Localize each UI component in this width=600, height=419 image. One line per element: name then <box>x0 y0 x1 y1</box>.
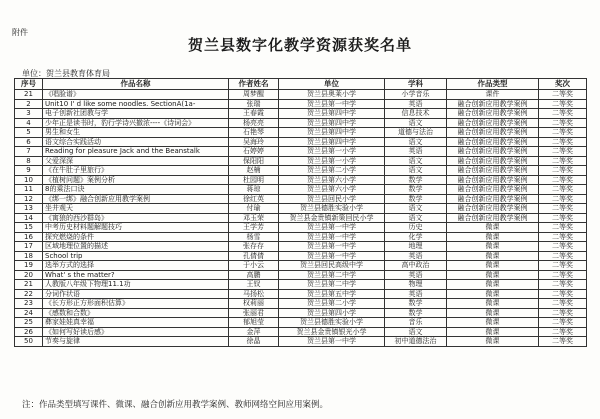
cell-subject: 英语 <box>385 289 447 299</box>
cell-unit: 贺兰县第四中学 <box>279 109 385 119</box>
cell-no: 17 <box>15 242 43 252</box>
cell-name: 8的乘法口诀 <box>43 185 229 195</box>
cell-unit: 贺兰县第一小学 <box>279 156 385 166</box>
table-row <box>15 308 587 318</box>
table-row <box>15 204 587 214</box>
cell-unit: 贺兰县第一中学 <box>279 99 385 109</box>
cell-subject: 数学 <box>385 185 447 195</box>
cell-type: 融合创新应用教学案例 <box>447 204 539 214</box>
cell-award: 二等奖 <box>539 318 587 328</box>
cell-type: 微课 <box>447 261 539 271</box>
cell-subject: 高中政治 <box>385 261 447 271</box>
page-title: 贺兰县数字化教学资源获奖名单 <box>187 36 412 54</box>
cell-name: 区域地理位置的描述 <box>43 242 229 252</box>
cell-award: 二等奖 <box>539 204 587 214</box>
cell-unit: 贺兰县第一中学 <box>279 251 385 261</box>
table-row <box>15 194 587 204</box>
cell-type: 课件 <box>447 90 539 100</box>
cell-award: 二等奖 <box>539 270 587 280</box>
cell-name: 《唱脸谱》 <box>43 90 229 100</box>
cell-award: 二等奖 <box>539 213 587 223</box>
cell-unit: 贺兰县第二小学 <box>279 299 385 309</box>
cell-award: 二等奖 <box>539 337 587 347</box>
cell-no: 7 <box>15 147 43 157</box>
cell-name: 《感数和合数》 <box>43 308 229 318</box>
cell-author: 付瑜 <box>229 204 279 214</box>
cell-name: 《长方形正方形面积估算》 <box>43 299 229 309</box>
cell-name: 少年正是读书时，豹行学诗兴撤浓----《诗词会》 <box>43 118 229 128</box>
cell-subject: 语文 <box>385 118 447 128</box>
cell-subject: 语文 <box>385 156 447 166</box>
cell-no: 11 <box>15 185 43 195</box>
table-row <box>15 147 587 157</box>
cell-award: 二等奖 <box>539 327 587 337</box>
cell-author: 周梦醒 <box>229 90 279 100</box>
table-row <box>15 156 587 166</box>
cell-unit: 贺兰县第五中学 <box>279 289 385 299</box>
table-row <box>15 223 587 233</box>
cell-name: 坐井观天 <box>43 204 229 214</box>
cell-award: 二等奖 <box>539 242 587 252</box>
cell-type: 微课 <box>447 299 539 309</box>
cell-name: 父爱深深 <box>43 156 229 166</box>
cell-award: 二等奖 <box>539 223 587 233</box>
cell-unit: 贺兰县第二小学 <box>279 166 385 176</box>
cell-name: 语文综合实践活动 <box>43 137 229 147</box>
cell-author: 石婷婷 <box>229 147 279 157</box>
cell-type: 微课 <box>447 318 539 328</box>
cell-name: 选举方式的选择 <box>43 261 229 271</box>
cell-award: 二等奖 <box>539 280 587 290</box>
cell-type: 微课 <box>447 270 539 280</box>
cell-type: 微课 <box>447 337 539 347</box>
cell-unit: 贺兰县第一中学 <box>279 337 385 347</box>
cell-author: 金萍 <box>229 327 279 337</box>
cell-no: 21 <box>15 280 43 290</box>
cell-award: 二等奖 <box>539 194 587 204</box>
cell-unit: 贺兰县第四小学 <box>279 308 385 318</box>
cell-award: 二等奖 <box>539 261 587 271</box>
table-row <box>15 175 587 185</box>
table-row <box>15 213 587 223</box>
cell-award: 二等奖 <box>539 175 587 185</box>
table-row <box>15 90 587 100</box>
cell-type: 微课 <box>447 223 539 233</box>
table-row <box>15 166 587 176</box>
cell-author: 王学芳 <box>229 223 279 233</box>
table-row <box>15 128 587 138</box>
cell-type: 融合创新应用教学案例 <box>447 128 539 138</box>
cell-unit: 贺兰县奥莱小学 <box>279 90 385 100</box>
cell-subject: 语文 <box>385 204 447 214</box>
table-row <box>15 232 587 242</box>
cell-no: 13 <box>15 204 43 214</box>
cell-unit: 贺兰县第四中学 <box>279 128 385 138</box>
cell-unit: 贺兰县第六小学 <box>279 175 385 185</box>
cell-author: 王春霞 <box>229 109 279 119</box>
cell-name: 探究燃烧的条件 <box>43 232 229 242</box>
cell-name: What' s the matter? <box>43 270 229 280</box>
header-name: 作品名称 <box>43 79 229 90</box>
cell-subject: 小学音乐 <box>385 90 447 100</box>
cell-author: 杨雪 <box>229 232 279 242</box>
cell-subject: 英语 <box>385 99 447 109</box>
cell-type: 融合创新应用教学案例 <box>447 118 539 128</box>
cell-name: 电子创新社团教与学 <box>43 109 229 119</box>
cell-author: 徐晶 <box>229 337 279 347</box>
cell-name: 《在牛肚子里旅行》 <box>43 166 229 176</box>
table-row <box>15 337 587 347</box>
cell-unit: 贺兰县第二中学 <box>279 270 385 280</box>
cell-subject: 英语 <box>385 147 447 157</box>
table-row <box>15 251 587 261</box>
header-no: 序号 <box>15 79 43 90</box>
cell-author: 于小云 <box>229 261 279 271</box>
award-table <box>14 78 587 347</box>
table-row <box>15 318 587 328</box>
table-header-row <box>15 79 587 90</box>
table-row <box>15 327 587 337</box>
cell-type: 融合创新应用教学案例 <box>447 185 539 195</box>
cell-no: 18 <box>15 251 43 261</box>
cell-author: 赵楠 <box>229 166 279 176</box>
cell-author: 马扬松 <box>229 289 279 299</box>
attachment-label: 附件 <box>12 28 28 37</box>
cell-name: Reading for pleasure Jack and the Beanstalk <box>43 147 229 157</box>
cell-author: 权莉丽 <box>229 299 279 309</box>
table-row <box>15 261 587 271</box>
cell-type: 融合创新应用教学案例 <box>447 137 539 147</box>
cell-award: 二等奖 <box>539 308 587 318</box>
header-unit: 单位 <box>279 79 385 90</box>
cell-author: 邓玉荣 <box>229 213 279 223</box>
cell-subject: 英语 <box>385 251 447 261</box>
cell-type: 融合创新应用教学案例 <box>447 213 539 223</box>
table-row <box>15 185 587 195</box>
cell-subject: 化学 <box>385 232 447 242</box>
cell-subject: 数学 <box>385 194 447 204</box>
cell-award: 二等奖 <box>539 299 587 309</box>
cell-award: 二等奖 <box>539 166 587 176</box>
cell-no: 15 <box>15 223 43 233</box>
cell-award: 二等奖 <box>539 99 587 109</box>
cell-author: 杨亮亮 <box>229 118 279 128</box>
cell-name: Unit10 I' d like some noodles. SectionA(1a- <box>43 99 229 109</box>
cell-name: 节奏与旋律 <box>43 337 229 347</box>
table-row <box>15 289 587 299</box>
header-award: 奖次 <box>539 79 587 90</box>
cell-unit: 贺兰县第四中学 <box>279 137 385 147</box>
cell-no: 26 <box>15 327 43 337</box>
cell-author: 孔倩倩 <box>229 251 279 261</box>
cell-subject: 数学 <box>385 175 447 185</box>
cell-author: 张存存 <box>229 242 279 252</box>
cell-no: 14 <box>15 213 43 223</box>
cell-type: 微课 <box>447 232 539 242</box>
header-subject: 学科 <box>385 79 447 90</box>
table-body <box>15 90 587 347</box>
cell-subject: 信息技术 <box>385 109 447 119</box>
table-row <box>15 118 587 128</box>
footnote: 注：作品类型填写课件、微课、融合创新应用教学案例、教师网络空间应用案例。 <box>22 400 329 410</box>
table-row <box>15 99 587 109</box>
cell-unit: 贺兰县第六小学 <box>279 185 385 195</box>
cell-award: 二等奖 <box>539 109 587 119</box>
cell-type: 微课 <box>447 251 539 261</box>
cell-no: 12 <box>15 194 43 204</box>
cell-no: 50 <box>15 337 43 347</box>
table-row <box>15 242 587 252</box>
cell-no: 2 <box>15 99 43 109</box>
table-row <box>15 270 587 280</box>
cell-no: 6 <box>15 137 43 147</box>
cell-author: 张丽君 <box>229 308 279 318</box>
cell-no: 20 <box>15 270 43 280</box>
cell-type: 融合创新应用教学案例 <box>447 109 539 119</box>
cell-unit: 贺兰县第一小学 <box>279 147 385 157</box>
cell-award: 二等奖 <box>539 251 587 261</box>
cell-name: 《寓狼的西沙群岛》 <box>43 213 229 223</box>
table-row <box>15 109 587 119</box>
cell-author: 蒋琼 <box>229 185 279 195</box>
cell-name: 分词作状语 <box>43 289 229 299</box>
cell-no: 10 <box>15 175 43 185</box>
cell-award: 二等奖 <box>539 156 587 166</box>
cell-no: 5 <box>15 128 43 138</box>
cell-author: 石艳琴 <box>229 128 279 138</box>
cell-author: 杜园明 <box>229 175 279 185</box>
cell-author: 吴海玲 <box>229 137 279 147</box>
cell-author: 徐红英 <box>229 194 279 204</box>
cell-no: 21 <box>15 90 43 100</box>
header-type: 作品类型 <box>447 79 539 90</box>
cell-award: 二等奖 <box>539 90 587 100</box>
cell-no: 3 <box>15 109 43 119</box>
cell-unit: 贺兰县金贵镇新策回民小学 <box>279 213 385 223</box>
cell-subject: 语文 <box>385 327 447 337</box>
cell-type: 微课 <box>447 289 539 299</box>
cell-subject: 语文 <box>385 166 447 176</box>
cell-unit: 贺兰县回民高级中学 <box>279 261 385 271</box>
cell-subject: 物理 <box>385 280 447 290</box>
cell-no: 4 <box>15 118 43 128</box>
cell-no: 19 <box>15 261 43 271</box>
cell-unit: 贺兰县第一中学 <box>279 242 385 252</box>
cell-unit: 贺兰县第四中学 <box>279 118 385 128</box>
cell-subject: 语文 <box>385 213 447 223</box>
cell-author: 保阳阳 <box>229 156 279 166</box>
cell-type: 融合创新应用教学案例 <box>447 175 539 185</box>
cell-subject: 数学 <box>385 299 447 309</box>
cell-subject: 语文 <box>385 137 447 147</box>
cell-type: 微课 <box>447 308 539 318</box>
cell-name: 彝家娃娃真幸福 <box>43 318 229 328</box>
cell-type: 融合创新应用教学案例 <box>447 156 539 166</box>
cell-award: 二等奖 <box>539 147 587 157</box>
cell-type: 微课 <box>447 327 539 337</box>
cell-subject: 初中道德法治 <box>385 337 447 347</box>
cell-unit: 贺兰县回民小学 <box>279 194 385 204</box>
table-row <box>15 137 587 147</box>
cell-type: 融合创新应用教学案例 <box>447 194 539 204</box>
cell-name: 男生和女生 <box>43 128 229 138</box>
unit-line: 单位：贺兰县教育体育局 <box>22 69 110 78</box>
table-row <box>15 299 587 309</box>
cell-award: 二等奖 <box>539 289 587 299</box>
cell-no: 23 <box>15 299 43 309</box>
cell-award: 二等奖 <box>539 137 587 147</box>
cell-name: 《植树问题》案例分析 <box>43 175 229 185</box>
table-row <box>15 280 587 290</box>
cell-type: 融合创新应用教学案例 <box>447 99 539 109</box>
cell-award: 二等奖 <box>539 128 587 138</box>
cell-author: 高鹏 <box>229 270 279 280</box>
cell-award: 二等奖 <box>539 232 587 242</box>
cell-award: 二等奖 <box>539 118 587 128</box>
cell-subject: 地理 <box>385 242 447 252</box>
cell-subject: 数学 <box>385 308 447 318</box>
cell-unit: 贺兰县金贵镇银光小学 <box>279 327 385 337</box>
cell-no: 8 <box>15 156 43 166</box>
cell-subject: 英语 <box>385 270 447 280</box>
header-author: 作者姓名 <box>229 79 279 90</box>
cell-type: 融合创新应用教学案例 <box>447 147 539 157</box>
cell-no: 9 <box>15 166 43 176</box>
cell-subject: 道德与法治 <box>385 128 447 138</box>
cell-name: 中考历史材料题解题技巧 <box>43 223 229 233</box>
cell-award: 二等奖 <box>539 185 587 195</box>
cell-type: 微课 <box>447 280 539 290</box>
cell-no: 24 <box>15 308 43 318</box>
cell-unit: 贺兰县第二中学 <box>279 280 385 290</box>
cell-unit: 贺兰县第一中学 <box>279 232 385 242</box>
cell-no: 25 <box>15 318 43 328</box>
cell-name: School trip <box>43 251 229 261</box>
cell-type: 微课 <box>447 242 539 252</box>
cell-name: 《绑一绑》融合创新应用教学案例 <box>43 194 229 204</box>
cell-author: 王钗 <box>229 280 279 290</box>
cell-subject: 历史 <box>385 223 447 233</box>
cell-unit: 贺兰县第一中学 <box>279 223 385 233</box>
cell-no: 22 <box>15 289 43 299</box>
cell-no: 16 <box>15 232 43 242</box>
cell-subject: 音乐 <box>385 318 447 328</box>
cell-unit: 贺兰县德胜实验小学 <box>279 204 385 214</box>
cell-author: 张瑞 <box>229 99 279 109</box>
cell-author: 郁旭莹 <box>229 318 279 328</box>
cell-name: 《如何写好读后感》 <box>43 327 229 337</box>
cell-unit: 贺兰县德胜实验小学 <box>279 318 385 328</box>
cell-type: 融合创新应用教学案例 <box>447 166 539 176</box>
cell-name: 人教版八年级下物理11.1功 <box>43 280 229 290</box>
